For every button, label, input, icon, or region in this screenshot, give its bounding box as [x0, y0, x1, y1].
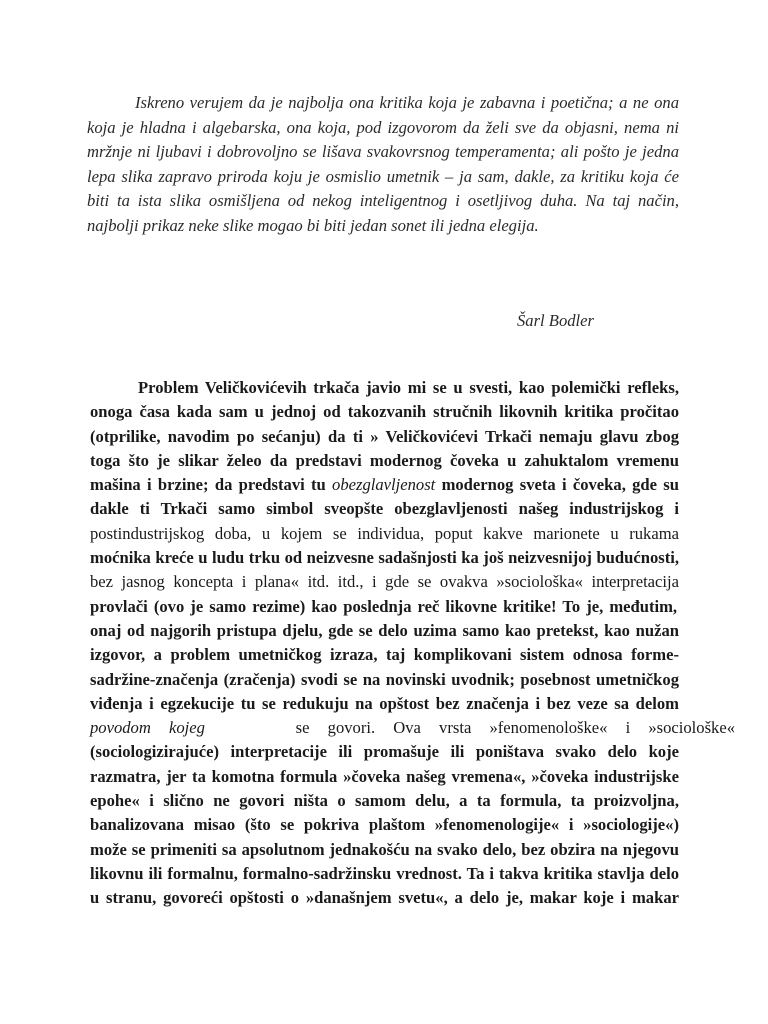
text-line: (sociologizirajuće) interpretacije ili promašuje ili poništava svako delo koje: [90, 742, 679, 762]
epigraph-quote: [87, 91, 679, 239]
body-paragraph: [90, 376, 735, 911]
text-line: viđenja i egzekucije tu se redukuju na opštost bez značenja i bez veze sa delom: [90, 693, 679, 713]
text-run: se govori. Ova vrsta »fenomenološke« i »sociološke«: [295, 718, 735, 738]
text-line: epohe« i slično ne govori ništa o samom delu, a ta formula, ta proizvoljna,: [90, 791, 679, 811]
epigraph-author: Šarl Bodler: [517, 311, 594, 330]
text-line: može se primeniti sa apsolutnom jednakošću na svako delo, bez obzira na njegovu: [90, 839, 679, 859]
text-line: [90, 716, 735, 740]
text-line: bez jasnog koncepta i plana« itd. itd., i gde se ovakva »sociološka« interpretacija: [90, 572, 679, 592]
text-line: Problem Veličkovićevih trkača javio mi se u svesti, kao polemički refleks,: [138, 378, 679, 397]
text-line: toga što je slikar želeo da predstavi modernog čoveka u zahuktalom vremenu: [90, 450, 679, 470]
emphasis-text: povodom kojeg: [90, 718, 205, 738]
text-line: postindustrijskog doba, u kojem se individua, poput kakve marionete u rukama: [90, 523, 679, 543]
text-line: sadržine-značenja (zračenja) svodi se na novinski uvodnik; posebnost umetničkog: [90, 669, 679, 689]
text-line: izgovor, a problem umetničkog izraza, taj komplikovani sistem odnosa forme-: [90, 645, 679, 665]
text-line: moćnika kreće u ludu trku od neizvesne sadašnjosti ka još neizvesnijoj budućnosti,: [90, 548, 679, 568]
epigraph-text: Iskreno verujem da je najbolja ona kritika koja je zabavna i poetična; a ne ona koja je hladna i algebarska, ona koja, pod izgovorom da želi sve da objasni, nema ni mržnje ni ljubavi i dobrovoljno se lišava svakovrsnog temperamenta; ali pošto je jedna lepa slika zapravo priroda koju je osmislio umetnik – ja sam, dakle, za kritiku koja će biti ta ista slika osmišljena od nekog inteligentnog i osetljivog duha. Na taj način, najbolji prikaz neke slike mogao bi biti jedan sonet ili jedna elegija.: [87, 93, 679, 235]
text-line: (otprilike, navodim po sećanju) da ti » Veličkovićevi Trkači nemaju glavu zbog: [90, 426, 679, 446]
text-line: [90, 473, 679, 497]
text-line: provlači (ovo je samo rezime) kao poslednja reč likovne kritike! To je, međutim,: [90, 596, 678, 616]
text-line: onoga časa kada sam u jednoj od takozvanih stručnih likovnih kritika pročitao: [90, 402, 679, 422]
text-line: razmatra, jer ta komotna formula »čoveka našeg vremena«, »čoveka industrijske: [90, 766, 679, 786]
emphasis-text: obezglavljenost: [332, 475, 436, 495]
text-run: modernog sveta i čoveka, gde su: [441, 475, 679, 495]
text-line: onaj od najgorih pristupa djelu, gde se delo uzima samo kao pretekst, kao nužan: [90, 620, 679, 640]
text-line: dakle ti Trkači samo simbol sveopšte obezglavljenosti našeg industrijskog i: [90, 499, 679, 519]
text-line: u stranu, govoreći opštosti o »današnjem svetu«, a delo je, makar koje i makar: [90, 888, 679, 908]
text-line: banalizovana misao (što se pokriva plaštom »fenomenologije« i »sociologije«): [90, 815, 679, 835]
text-line: likovnu ili formalnu, formalno-sadržinsku vrednost. Ta i takva kritika stavlja delo: [90, 863, 679, 883]
text-run: mašina i brzine; da predstavi tu: [90, 475, 326, 495]
